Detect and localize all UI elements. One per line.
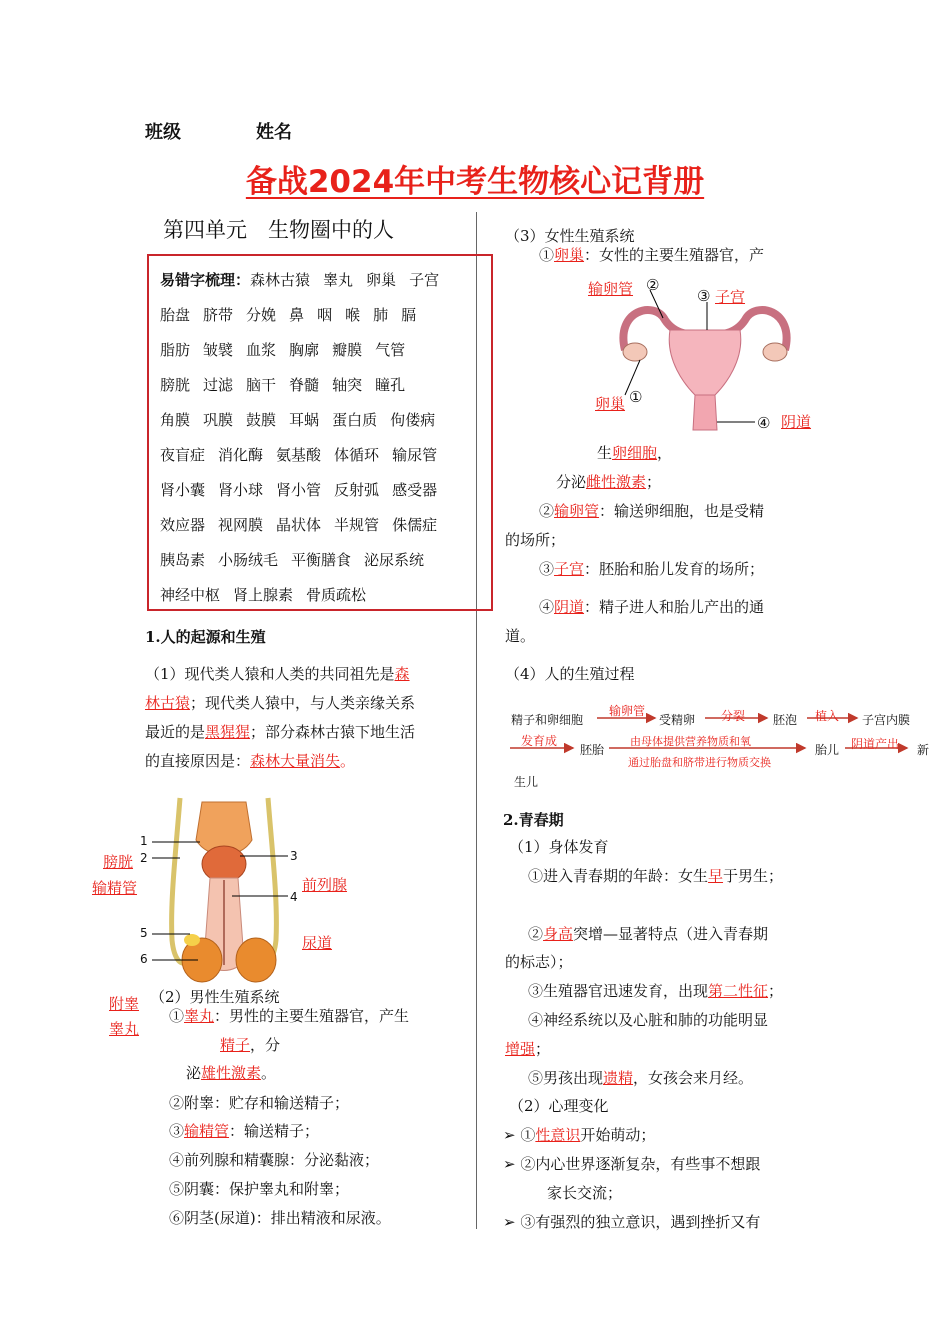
origin-paragraph-line1: （1）现代类人猿和人类的共同祖先是森 <box>145 665 410 683</box>
male-num-5: 5 <box>140 926 148 940</box>
female-system-title: （3）女性生殖系统 <box>505 227 635 245</box>
error-word: 轴突 <box>332 376 363 394</box>
error-row <box>160 304 429 326</box>
error-word: 晶状体 <box>276 516 322 534</box>
label-oviduct: 输卵管 <box>588 280 634 298</box>
bullet-arrow-icon: ➢ <box>503 1155 521 1173</box>
error-word: 效应器 <box>160 516 206 534</box>
error-word: 侏儒症 <box>392 516 438 534</box>
error-word: 膀胱 <box>160 376 191 394</box>
male-num-3: 3 <box>290 849 298 863</box>
female-item-3: ③子宫：胚胎和胎儿发育的场所； <box>539 560 765 578</box>
psych-item-2-cont: 家长交流； <box>547 1184 623 1202</box>
error-word: 咽 <box>317 306 333 324</box>
psych-item-3: ➢ ③有强烈的独立意识，遇到挫折又有 <box>503 1213 761 1231</box>
process-title: （4）人的生殖过程 <box>505 665 635 683</box>
error-word: 反射弧 <box>334 481 380 499</box>
male-num-4: 4 <box>290 890 298 904</box>
label-vas-deferens: 输精管 <box>92 879 138 897</box>
label-prostate: 前列腺 <box>302 876 348 894</box>
error-row <box>160 374 418 396</box>
label-uterus: 子宫 <box>715 288 746 306</box>
male-system-title: （2）男性生殖系统 <box>150 988 280 1006</box>
error-row <box>160 339 418 361</box>
unit-title: 第四单元 生物圈中的人 <box>163 218 394 242</box>
process-node-embryo: 胚胎 <box>580 743 605 757</box>
class-label: 班级 <box>145 122 181 143</box>
error-word: 胰岛素 <box>160 551 206 569</box>
error-word: 消化酶 <box>218 446 264 464</box>
process-arrow-oviduct: 输卵管 <box>609 704 646 718</box>
error-word: 视网膜 <box>218 516 264 534</box>
process-node-sperm-egg: 精子和卵细胞 <box>511 713 584 727</box>
error-word: 肾小球 <box>218 481 264 499</box>
error-word: 喉 <box>345 306 361 324</box>
error-word: 瞳孔 <box>375 376 406 394</box>
error-word: 感受器 <box>392 481 438 499</box>
origin-paragraph-line4: 的直接原因是：森林大量消失。 <box>145 752 356 770</box>
puberty-item-4-cont: 增强； <box>505 1040 551 1058</box>
process-node-blastocyst: 胚泡 <box>773 713 798 727</box>
process-arrow-nutrition: 由母体提供营养物质和氧 <box>630 735 751 748</box>
origin-paragraph-line2: 林古猿；现代类人猿中，与人类亲缘关系 <box>145 694 416 712</box>
puberty-item-4: ④神经系统以及心脏和肺的功能明显 <box>528 1011 769 1029</box>
error-word: 鼓膜 <box>246 411 277 429</box>
process-node-newborn-cont: 生儿 <box>514 775 539 789</box>
process-node-fetus: 胎儿 <box>815 743 840 757</box>
process-arrow-implant: 植入 <box>815 709 840 723</box>
error-word: 分娩 <box>246 306 277 324</box>
error-word: 睾丸 <box>323 271 354 289</box>
page-title: 备战2024年中考生物核心记背册 <box>245 164 705 200</box>
label-urethra: 尿道 <box>302 934 333 952</box>
male-num-6: 6 <box>140 952 148 966</box>
female-item-1-cont: 生卵细胞， <box>597 444 673 462</box>
female-num-3: ③ <box>697 287 711 305</box>
error-row <box>160 409 448 431</box>
error-row <box>160 444 450 466</box>
error-row <box>160 479 450 501</box>
female-num-2: ② <box>646 276 660 294</box>
error-word: 皱襞 <box>203 341 234 359</box>
error-word: 脂肪 <box>160 341 191 359</box>
error-word: 输尿管 <box>392 446 438 464</box>
section2-heading: 2.青春期 <box>503 811 564 829</box>
male-item-1-cont: 精子，分 <box>220 1036 281 1054</box>
origin-paragraph-line3: 最近的是黑猩猩；部分森林古猿下地生活 <box>145 723 416 741</box>
female-num-1: ① <box>629 388 643 406</box>
male-item-6: ⑥阴茎(尿道)：排出精液和尿液。 <box>169 1209 391 1227</box>
error-word: 鼻 <box>289 306 305 324</box>
error-word: 肾小囊 <box>160 481 206 499</box>
error-row <box>160 269 452 291</box>
male-item-4: ④前列腺和精囊腺：分泌黏液； <box>169 1151 380 1169</box>
error-word: 膈 <box>401 306 417 324</box>
error-word: 过滤 <box>203 376 234 394</box>
process-node-zygote: 受精卵 <box>659 713 696 727</box>
process-arrow-develop: 发育成 <box>521 734 558 748</box>
bullet-arrow-icon: ➢ <box>503 1126 521 1144</box>
error-word: 血浆 <box>246 341 277 359</box>
puberty-item-5: ⑤男孩出现遗精，女孩会来月经。 <box>528 1069 754 1087</box>
error-word: 森林古猿 <box>250 271 311 289</box>
puberty-item-1: ①进入青春期的年龄：女生早于男生； <box>528 867 784 885</box>
label-ovary: 卵巢 <box>595 395 626 413</box>
label-epididymis: 附睾 <box>109 995 140 1013</box>
error-word: 骨质疏松 <box>306 586 367 604</box>
female-item-4: ④阴道：精子进人和胎儿产出的通 <box>539 598 765 616</box>
female-item-4-cont: 道。 <box>505 627 536 645</box>
male-reproductive-diagram <box>140 790 310 990</box>
error-prone-words-box <box>147 254 493 611</box>
error-word: 巩膜 <box>203 411 234 429</box>
male-item-5: ⑤阴囊：保护睾丸和附睾； <box>169 1180 350 1198</box>
error-word: 脊髓 <box>289 376 320 394</box>
male-item-3: ③输精管：输送精子； <box>169 1122 320 1140</box>
error-word: 角膜 <box>160 411 191 429</box>
male-item-1: ①睾丸：男性的主要生殖器官，产生 <box>169 1007 410 1025</box>
error-word: 胎盘 <box>160 306 191 324</box>
name-label: 姓名 <box>256 122 292 143</box>
error-word: 肾小管 <box>276 481 322 499</box>
male-item-1-cont2: 泌雄性激素。 <box>186 1064 277 1082</box>
female-item-1-cont2: 分泌雌性激素； <box>556 473 662 491</box>
error-word: 半规管 <box>334 516 380 534</box>
label-testis: 睾丸 <box>109 1020 140 1038</box>
male-item-2: ②附睾：贮存和输送精子； <box>169 1094 350 1112</box>
process-arrow-exchange: 通过胎盘和脐带进行物质交换 <box>628 756 771 769</box>
process-arrow-divide: 分裂 <box>721 709 746 723</box>
section1-heading: 1.人的起源和生殖 <box>145 628 266 646</box>
male-num-2: 2 <box>140 851 148 865</box>
error-box-label: 易错字梳理： <box>160 271 251 289</box>
section2-sub2: （2）心理变化 <box>509 1097 609 1115</box>
female-item-1: ①卵巢：女性的主要生殖器官，产 <box>539 246 765 264</box>
label-vagina: 阴道 <box>781 413 812 431</box>
female-num-4: ④ <box>757 414 771 432</box>
error-row <box>160 514 450 536</box>
error-word: 耳蜗 <box>289 411 320 429</box>
puberty-item-2-cont: 的标志）； <box>505 953 573 971</box>
error-word: 佝偻病 <box>390 411 436 429</box>
section2-sub1: （1）身体发育 <box>509 838 609 856</box>
error-word: 夜盲症 <box>160 446 206 464</box>
error-word: 泌尿系统 <box>364 551 425 569</box>
process-arrow-birth: 阴道产出 <box>851 737 900 751</box>
error-word: 氨基酸 <box>276 446 322 464</box>
psych-item-1: ➢ ①性意识开始萌动； <box>503 1126 656 1144</box>
process-node-endometrium: 子宫内膜 <box>862 713 911 727</box>
female-item-2-cont: 的场所； <box>505 531 566 549</box>
error-word: 子宫 <box>409 271 440 289</box>
puberty-item-2: ②身高突增—显著特点（进入青春期 <box>528 925 769 943</box>
error-word: 平衡膳食 <box>291 551 352 569</box>
error-row <box>160 584 379 606</box>
process-node-newborn: 新 <box>917 743 930 757</box>
error-word: 卵巢 <box>366 271 397 289</box>
error-word: 脑干 <box>246 376 277 394</box>
psych-item-2: ➢ ②内心世界逐渐复杂，有些事不想跟 <box>503 1155 761 1173</box>
error-word: 脐带 <box>203 306 234 324</box>
error-word: 瓣膜 <box>332 341 363 359</box>
error-row <box>160 549 437 571</box>
error-word: 神经中枢 <box>160 586 221 604</box>
bullet-arrow-icon: ➢ <box>503 1213 521 1231</box>
puberty-item-3: ③生殖器官迅速发育，出现第二性征； <box>528 982 784 1000</box>
error-word: 气管 <box>375 341 406 359</box>
error-word: 肺 <box>373 306 389 324</box>
male-num-1: 1 <box>140 834 148 848</box>
error-word: 体循环 <box>334 446 380 464</box>
label-bladder: 膀胱 <box>103 853 134 871</box>
error-word: 蛋白质 <box>332 411 378 429</box>
error-word: 小肠绒毛 <box>218 551 279 569</box>
error-word: 胸廓 <box>289 341 320 359</box>
female-item-2: ②输卵管：输送卵细胞，也是受精 <box>539 502 765 520</box>
error-word: 肾上腺素 <box>233 586 294 604</box>
